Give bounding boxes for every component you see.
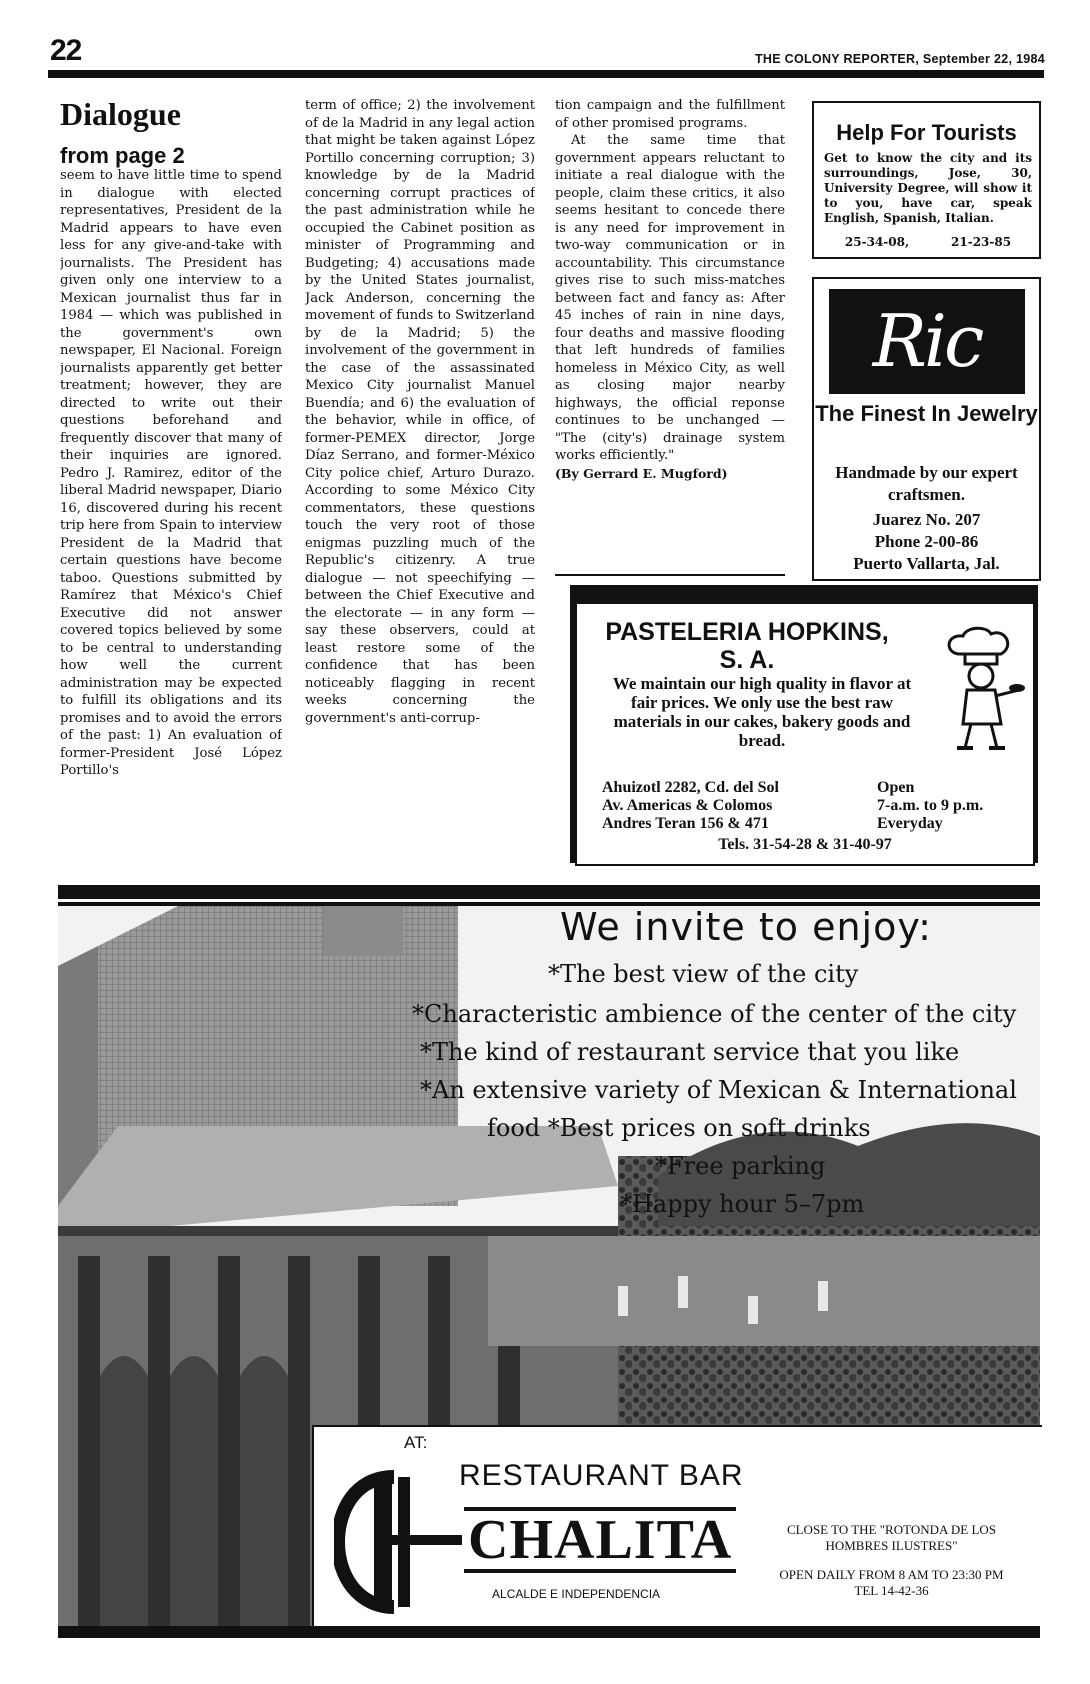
invite-line: *An extensive variety of Mexican & International	[420, 1076, 1017, 1104]
pasteleria-phones: Tels. 31-54-28 & 31-40-97	[718, 836, 892, 853]
article-byline: (By Gerrard E. Mugford)	[555, 465, 728, 481]
pasteleria-address-line: Av. Americas & Colomos	[602, 797, 773, 814]
ric-logo: Ric	[829, 289, 1025, 394]
tourists-ad-phones	[824, 235, 1032, 249]
pasteleria-address-line: Ahuizotl 2282, Cd. del Sol	[602, 779, 779, 796]
article-text-col2: term of office; 2) the involvement of de la Madrid in any legal action that might be taken against López Portillo concerning corruption; 3) knowledge by de la Madrid concerning corrupt practices of the past administration while he occupied the Cabinet position as minister of Programming and Budgeting; 4) accusations made by the United States journalist, Jack Anderson, concerning the movement of funds to Switzerland by de la Madrid; 5) the involvement of the government in the case of the assassinated Mexico City journalist Manuel Buendía; and 6) the evaluation of the behavior, while in office, of former-PEMEX director, Jorge Díaz Serrano, and former-México City police chief, Arturo Durazo. According to some México City commentators, these questions touch the very root of those enigmas puzzling much of the Republic's citizenry. A true dialogue — not speechifying — between the Chief Executive and the electorate — in any form — say these observers, could at least restore some of the confidence that has been noticeably flagging in recent weeks concerning the government's anti-corrup-	[305, 98, 535, 726]
tourists-phone-1: 25-34-08,	[844, 235, 910, 249]
ric-address-line: Puerto Vallarta, Jal.	[853, 554, 1000, 573]
invite-line: *Characteristic ambience of the center of the city	[412, 1000, 1017, 1028]
tourists-ad-title: Help For Tourists	[836, 120, 1017, 145]
chalita-logo-icon	[334, 1467, 464, 1617]
article-column-2	[305, 97, 535, 867]
chalita-close-to: CLOSE TO THE "ROTONDA DE LOS HOMBRES ILUSTRES"	[786, 1522, 997, 1553]
ric-tagline: The Finest In Jewelry	[815, 401, 1038, 426]
pasteleria-body: We maintain our high quality in flavor at fair prices. We only use the best raw materials in our cakes, bakery goods and bread.	[612, 674, 912, 750]
chalita-open-daily: OPEN DAILY FROM 8 AM TO 23:30 PM	[779, 1567, 1004, 1582]
pasteleria-hours-line: Open	[877, 779, 915, 796]
article-column-1	[60, 167, 282, 867]
footer-rule	[58, 1626, 1040, 1638]
pasteleria-address-line: Andres Teran 156 & 471	[602, 815, 769, 832]
article-text-col3-p2: At the same time that government appears reluctant to initiate a real dialogue with the people, claim these critics, it also seems hesitant to concede there is any need for improvement in two-way communication or in accountability. This circumstance gives rise to such miss-matches between fact and fancy as: After 45 inches of rain in nine days, four deaths and massive flooding that left hundreds of families homeless in México City, as well as closing major nearby highways, the official reponse continues to be unchanged — "The (city's) drainage system works efficiently."	[555, 133, 785, 463]
invite-line: *The kind of restaurant service that you like	[420, 1038, 960, 1066]
running-head: THE COLONY REPORTER, September 22, 1984	[754, 52, 1045, 66]
chalita-ad-box	[312, 1425, 1042, 1627]
invite-line: *Happy hour 5–7pm	[620, 1190, 865, 1218]
article-subhead: from page 2	[60, 143, 185, 168]
ric-handmade: Handmade by our expert craftsmen.	[835, 463, 1018, 504]
tourists-ad	[812, 101, 1041, 259]
article-text-col3-p1: tion campaign and the fulfillment of other promised programs.	[555, 98, 785, 131]
page-number: 22	[50, 34, 82, 67]
chalita-street: ALCALDE E INDEPENDENCIA	[492, 1587, 661, 1601]
header-rule	[48, 70, 1044, 78]
ric-address	[814, 509, 1039, 575]
invite-line: *Free parking	[655, 1152, 826, 1180]
ric-jewelry-ad	[812, 277, 1041, 581]
ric-address-line: Phone 2-00-86	[874, 532, 979, 551]
invite-line: *The best view of the city	[548, 960, 859, 988]
pasteleria-hours-line: Everyday	[877, 815, 943, 832]
pasteleria-ad	[575, 602, 1035, 866]
pasteleria-hours-line: 7-a.m. to 9 p.m.	[877, 797, 984, 814]
column-rule	[555, 574, 785, 576]
chalita-restaurant-bar: RESTAURANT BAR	[459, 1459, 744, 1492]
chalita-name: CHALITA	[464, 1507, 736, 1573]
chef-icon	[935, 624, 1025, 754]
ric-address-line: Juarez No. 207	[872, 510, 981, 529]
tourists-phone-2: 21-23-85	[951, 235, 1012, 249]
pasteleria-hours	[877, 779, 1027, 833]
article-text-col1: seem to have little time to spend in dialogue with elected representatives, President de la Madrid appears to have even less for any give-and-take with journalists. The President has given only one interview to a Mexican journalist thus far in 1984 — which was published in the government's own newspaper, El Nacional. Foreign journalists apparently get better treatment; however, they are directed to write out their questions beforehand and frequently discover that many of their inquiries are ignored. Pedro J. Ramirez, editor of the liberal Madrid newspaper, Diario 16, discovered during his recent trip here from Spain to interview President de la Madrid that certain questions have become taboo. Questions submitted by Ramírez that México's Chief Executive did not answer covered topics believed by some to be central to understanding how well the current administration may be expected to fulfill its obligations and its promises and to avoid the errors of the past: 1) An evaluation of former-President José López Portillo's	[60, 168, 282, 778]
chalita-hours	[744, 1567, 1039, 1599]
invite-line: food *Best prices on soft drinks	[487, 1114, 871, 1142]
invite-title: We invite to enjoy:	[560, 905, 932, 949]
article-column-3	[555, 97, 785, 577]
tourists-ad-body: Get to know the city and its surroundings, Jose, 30, University Degree, will show it to you, have car, speak English, Spanish, Italian.	[824, 151, 1032, 225]
article-headline: Dialogue	[60, 96, 181, 132]
chalita-tel: TEL 14-42-36	[854, 1583, 929, 1598]
ad-band-rule	[58, 885, 1040, 899]
pasteleria-title: PASTELERIA HOPKINS, S. A.	[605, 618, 889, 674]
chalita-at-label: AT:	[404, 1433, 428, 1452]
pasteleria-address	[602, 779, 870, 833]
